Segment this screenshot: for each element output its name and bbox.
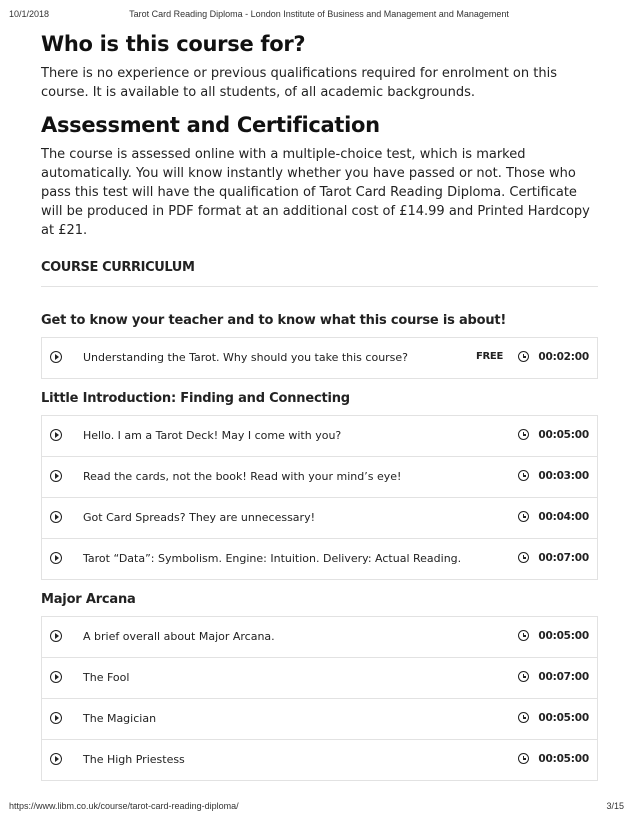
lesson-row[interactable] [42, 617, 597, 658]
who-heading: Who is this course for? [41, 32, 306, 56]
assessment-text: The course is assessed online with a multiple-choice test, which is marked automatically. You will know instantly whether you have passed or not. Those who pass this test will have the qualification of Tarot Card Reading Diploma. Certificate will be produced in PDF format at an additional cost of £14.99 and Printed Hardcopy at £21. [41, 147, 590, 238]
clock-icon [518, 470, 529, 481]
lesson-duration: 00:05:00 [538, 429, 589, 441]
lesson-title[interactable]: Got Card Spreads? They are unnecessary! [83, 511, 315, 524]
clock-icon [518, 511, 529, 522]
play-circle-icon[interactable] [50, 429, 62, 441]
page-number: 3/15 [606, 801, 624, 811]
lesson-row[interactable] [42, 740, 597, 781]
lesson-row[interactable] [42, 416, 597, 457]
clock-icon [518, 712, 529, 723]
lesson-list [41, 415, 598, 580]
lesson-duration: 00:03:00 [538, 470, 589, 482]
print-footer [0, 801, 638, 815]
print-url: https://www.libm.co.uk/course/tarot-card-reading-diploma/ [9, 801, 239, 811]
lesson-duration: 00:07:00 [538, 671, 589, 683]
lesson-duration: 00:07:00 [538, 552, 589, 564]
lesson-duration: 00:04:00 [538, 511, 589, 523]
play-circle-icon[interactable] [50, 351, 62, 363]
lesson-list [41, 337, 598, 379]
print-header [0, 9, 638, 23]
lesson-duration: 00:05:00 [538, 712, 589, 724]
print-date: 10/1/2018 [9, 9, 50, 19]
lesson-title[interactable]: Read the cards, not the book! Read with your mind’s eye! [83, 470, 402, 483]
lesson-list [41, 616, 598, 781]
lesson-row[interactable] [42, 457, 597, 498]
lesson-row[interactable] [42, 658, 597, 699]
free-badge: FREE [476, 351, 503, 362]
curriculum-modules [41, 313, 598, 781]
lesson-duration: 00:05:00 [538, 630, 589, 642]
assessment-heading: Assessment and Certification [41, 113, 380, 137]
play-circle-icon[interactable] [50, 470, 62, 482]
module-title: Get to know your teacher and to know what this course is about! [41, 313, 507, 328]
lesson-title[interactable]: Understanding the Tarot. Why should you take this course? [83, 351, 409, 364]
lesson-title[interactable]: A brief overall about Major Arcana. [83, 630, 275, 643]
module-title: Major Arcana [41, 592, 136, 607]
play-circle-icon[interactable] [50, 511, 62, 523]
clock-icon [518, 753, 529, 764]
lesson-title[interactable]: Tarot “Data”: Symbolism. Engine: Intuition. Delivery: Actual Reading. [83, 552, 462, 565]
play-circle-icon[interactable] [50, 552, 62, 564]
clock-icon [518, 552, 529, 563]
lesson-duration: 00:05:00 [538, 753, 589, 765]
clock-icon [518, 671, 529, 682]
print-document-title: Tarot Card Reading Diploma - London Institute of Business and Management and Management [129, 9, 509, 19]
lesson-row[interactable] [42, 498, 597, 539]
lesson-duration: 00:02:00 [538, 351, 589, 363]
lesson-row[interactable] [42, 699, 597, 740]
clock-icon [518, 351, 529, 362]
lesson-title[interactable]: The Magician [83, 712, 157, 725]
clock-icon [518, 630, 529, 641]
curriculum-title: COURSE CURRICULUM [41, 260, 598, 287]
who-text: There is no experience or previous qualifications required for enrolment on this course. It is available to all students, of all academic backgrounds. [41, 66, 557, 100]
lesson-title[interactable]: The High Priestess [83, 753, 185, 766]
play-circle-icon[interactable] [50, 630, 62, 642]
lesson-row[interactable] [42, 338, 597, 379]
play-circle-icon[interactable] [50, 712, 62, 724]
clock-icon [518, 429, 529, 440]
lesson-title[interactable]: The Fool [83, 671, 130, 684]
play-circle-icon[interactable] [50, 753, 62, 765]
page-content [41, 30, 598, 781]
lesson-row[interactable] [42, 539, 597, 580]
module-title: Little Introduction: Finding and Connecting [41, 391, 350, 406]
play-circle-icon[interactable] [50, 671, 62, 683]
lesson-title[interactable]: Hello. I am a Tarot Deck! May I come with you? [83, 429, 342, 442]
